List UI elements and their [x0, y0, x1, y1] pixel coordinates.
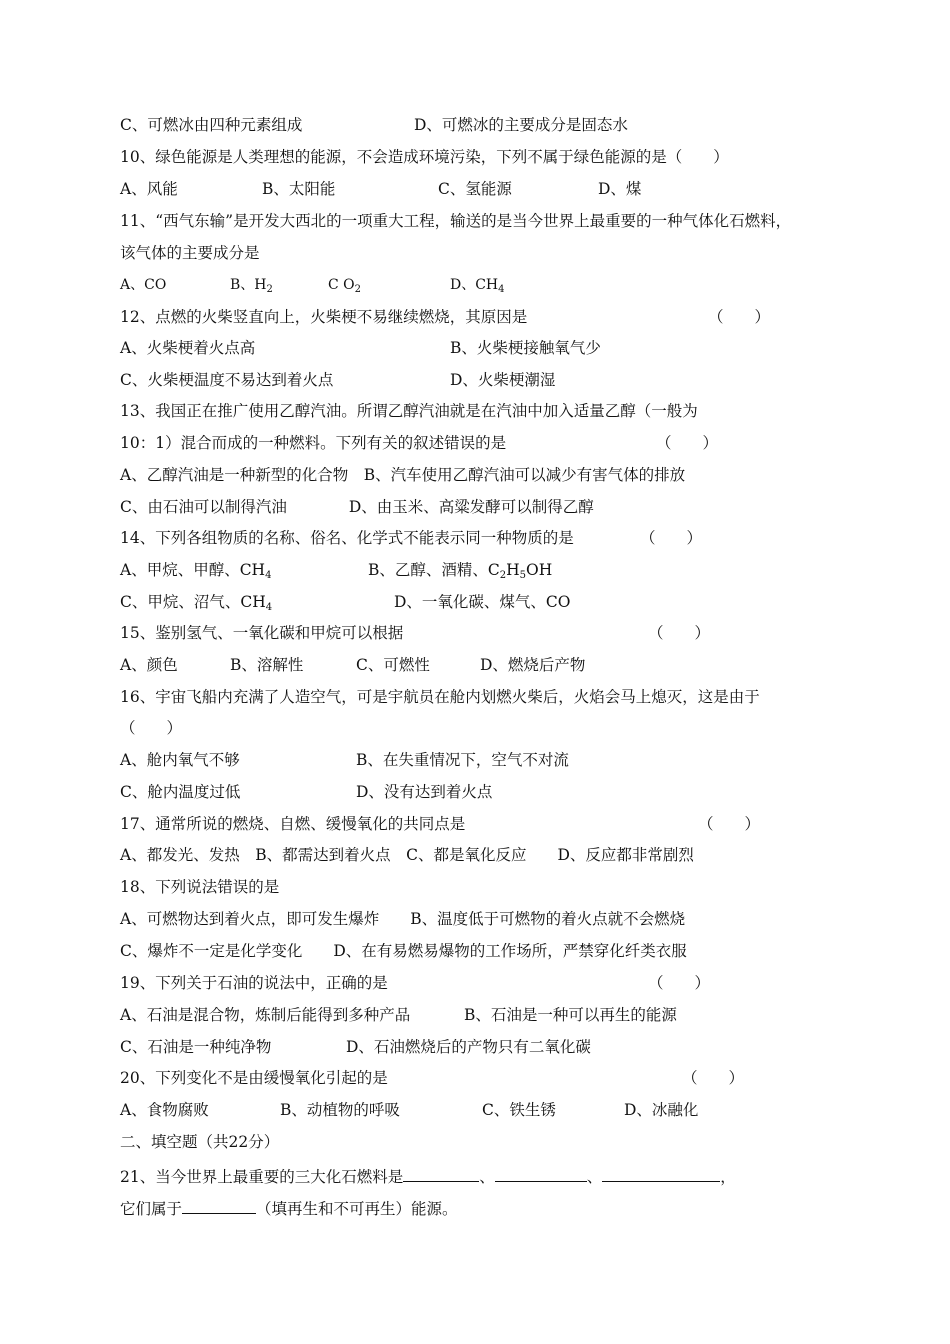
q14-option-b: B、乙醇、酒精、$C_2H_5OH$ — [368, 561, 553, 581]
q21-stem-line1 — [120, 1166, 736, 1186]
q10-option-c: C、氢能源 — [438, 180, 512, 198]
q12-answer-paren: （ ） — [708, 308, 771, 326]
q18-stem: 18、下列说法错误的是 — [120, 878, 280, 896]
q21-blank-2[interactable] — [495, 1166, 587, 1182]
q19-answer-paren: （ ） — [648, 974, 711, 992]
q16-option-b: B、在失重情况下，空气不对流 — [356, 751, 569, 769]
q12-stem: 12、点燃的火柴竖直向上，火柴梗不易继续燃烧，其原因是 — [120, 308, 528, 326]
q10-option-d: D、煤 — [598, 180, 642, 198]
q12-option-b: B、火柴梗接触氧气少 — [450, 339, 601, 357]
q20-answer-paren: （ ） — [682, 1069, 745, 1087]
q14-stem: 14、下列各组物质的名称、俗名、化学式不能表示同一种物质的是 — [120, 529, 574, 547]
q17-answer-paren: （ ） — [698, 815, 761, 833]
q10-stem: 10、绿色能源是人类理想的能源，不会造成环境污染，下列不属于绿色能源的是（ ） — [120, 148, 729, 166]
q15-option-b: B、溶解性 — [230, 656, 304, 674]
q18-options-cd: C、爆炸不一定是化学变化 D、在有易燃易爆物的工作场所，严禁穿化纤类衣服 — [120, 942, 687, 960]
q13-options-cd: C、由石油可以制得汽油 D、由玉米、高粱发酵可以制得乙醇 — [120, 498, 594, 516]
q11-option-a: A、CO — [120, 277, 167, 293]
q21-separator-2: 、 — [586, 1168, 603, 1186]
q9-option-d: D、可燃冰的主要成分是固态水 — [414, 116, 628, 134]
q15-answer-paren: （ ） — [648, 624, 711, 642]
q14-option-d: D、一氧化碳、煤气、CO — [394, 593, 571, 611]
q20-option-b: B、动植物的呼吸 — [280, 1101, 400, 1119]
q21-stem: 21、当今世界上最重要的三大化石燃料是 — [120, 1168, 404, 1186]
q12-option-d: D、火柴梗潮湿 — [450, 371, 556, 389]
q13-answer-paren: （ ） — [656, 434, 719, 452]
q16-stem-line1: 16、宇宙飞船内充满了人造空气，可是宇航员在舱内划燃火柴后，火焰会马上熄灭，这是由于 — [120, 688, 760, 706]
q19-stem: 19、下列关于石油的说法中，正确的是 — [120, 974, 388, 992]
section-title: 二、填空题（共22分） — [120, 1133, 280, 1151]
q12-option-c: C、火柴梗温度不易达到着火点 — [120, 371, 334, 389]
q21-stem2: 它们属于 — [120, 1200, 183, 1218]
q14-answer-paren: （ ） — [640, 529, 703, 547]
q21-line1-end: ， — [720, 1168, 736, 1186]
q16-option-d: D、没有达到着火点 — [356, 783, 493, 801]
q21-blank-1[interactable] — [403, 1166, 479, 1182]
q16-answer-paren: （ ） — [120, 719, 183, 737]
q11-option-d: D、$CH_4$ — [450, 277, 505, 295]
q13-stem: 10：1）混合而成的一种燃料。下列有关的叙述错误的是 — [120, 434, 507, 452]
q21-stem-line2 — [120, 1198, 458, 1218]
q11-stem-line1: 11、“西气东输”是开发大西北的一项重大工程，输送的是当今世界上最重要的一种气体化石燃料， — [120, 212, 792, 230]
q21-stem2-end: （填再生和不可再生）能源。 — [256, 1200, 458, 1218]
q14-option-c: C、甲烷、沼气、$CH_4$ — [120, 593, 273, 613]
q19-option-b: B、石油是一种可以再生的能源 — [464, 1006, 677, 1024]
q21-blank-3[interactable] — [602, 1166, 720, 1182]
q14-option-a: A、甲烷、甲醇、$CH_4$ — [120, 561, 272, 581]
q11-stem-line2: 该气体的主要成分是 — [120, 244, 260, 262]
q17-options: A、都发光、发热 B、都需达到着火点 C、都是氧化反应 D、反应都非常剧烈 — [120, 846, 694, 864]
q11-option-c: C $O_2$ — [328, 277, 362, 295]
q20-option-c: C、铁生锈 — [482, 1101, 556, 1119]
q15-option-c: C、可燃性 — [356, 656, 430, 674]
q10-option-a: A、风能 — [120, 180, 178, 198]
q11-option-b: B、$H_2$ — [230, 277, 273, 295]
q20-option-a: A、食物腐败 — [120, 1101, 209, 1119]
q20-option-d: D、冰融化 — [624, 1101, 699, 1119]
q19-option-a: A、石油是混合物，炼制后能得到多种产品 — [120, 1006, 411, 1024]
q16-option-c: C、舱内温度过低 — [120, 783, 241, 801]
q12-option-a: A、火柴梗着火点高 — [120, 339, 256, 357]
q21-separator-1: 、 — [479, 1168, 495, 1186]
q17-stem: 17、通常所说的燃烧、自燃、缓慢氧化的共同点是 — [120, 815, 466, 833]
q10-option-b: B、太阳能 — [262, 180, 336, 198]
q13-stem-line1: 13、我国正在推广使用乙醇汽油。所谓乙醇汽油就是在汽油中加入适量乙醇（一般为 — [120, 402, 698, 420]
q15-option-d: D、燃烧后产物 — [480, 656, 586, 674]
q21-blank-4[interactable] — [182, 1198, 256, 1214]
q15-stem: 15、鉴别氢气、一氧化碳和甲烷可以根据 — [120, 624, 404, 642]
q16-option-a: A、舱内氧气不够 — [120, 751, 240, 769]
q13-options-ab: A、乙醇汽油是一种新型的化合物 B、汽车使用乙醇汽油可以减少有害气体的排放 — [120, 466, 686, 484]
q20-stem: 20、下列变化不是由缓慢氧化引起的是 — [120, 1069, 388, 1087]
q19-option-c: C、石油是一种纯净物 — [120, 1038, 272, 1056]
q15-option-a: A、颜色 — [120, 656, 178, 674]
q18-options-ab: A、可燃物达到着火点，即可发生爆炸 B、温度低于可燃物的着火点就不会燃烧 — [120, 910, 686, 928]
q9-option-c: C、可燃冰由四种元素组成 — [120, 116, 303, 134]
q19-option-d: D、石油燃烧后的产物只有二氧化碳 — [346, 1038, 591, 1056]
